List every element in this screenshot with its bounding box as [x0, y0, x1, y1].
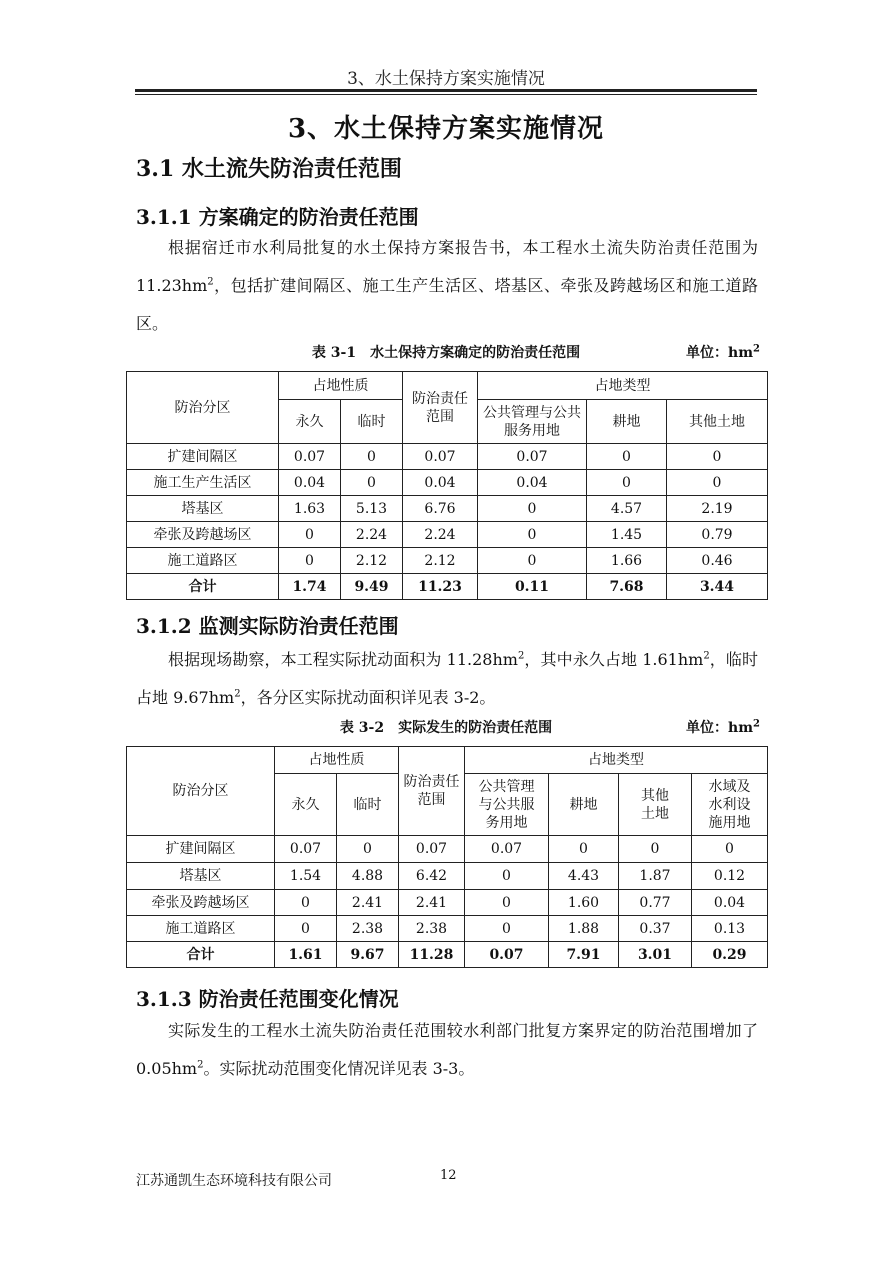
table-3-1 — [126, 371, 768, 600]
cell-value: 0 — [465, 863, 549, 890]
cell-value: 0.46 — [667, 548, 768, 574]
cell-value: 0.07 — [403, 444, 478, 470]
cell-zone: 合计 — [127, 942, 275, 968]
cell-value: 3.01 — [619, 942, 692, 968]
cell-value: 1.60 — [549, 890, 619, 916]
cell-zone: 牵张及跨越场区 — [127, 890, 275, 916]
cell-value: 0 — [275, 916, 337, 942]
cell-value: 0 — [341, 444, 403, 470]
table-row — [127, 496, 768, 522]
cell-value: 0.37 — [619, 916, 692, 942]
header-public-land — [465, 774, 549, 836]
para-text: 根据现场勘察，本工程实际扰动面积为 11.28hm — [168, 650, 518, 669]
cell-value: 0.79 — [667, 522, 768, 548]
header-scope — [399, 747, 465, 836]
section-3-1-3-heading: 3.1.3 防治责任范围变化情况 — [136, 987, 399, 1011]
table-row — [127, 522, 768, 548]
header-other-land: 其他土地 — [667, 400, 768, 444]
cell-value: 0.12 — [692, 863, 768, 890]
cell-value: 2.24 — [403, 522, 478, 548]
header-farmland: 耕地 — [549, 774, 619, 836]
header-zone: 防治分区 — [127, 372, 279, 444]
header-permanent: 永久 — [275, 774, 337, 836]
header-land-nature: 占地性质 — [275, 747, 399, 774]
superscript: 2 — [703, 650, 710, 662]
header-scope-text: 防治责任范围 — [403, 774, 460, 808]
running-header: 3、水土保持方案实施情况 — [347, 69, 545, 89]
para-text: ，其中永久占地 1.61hm — [524, 650, 704, 669]
header-scope — [403, 372, 478, 444]
cell-value: 1.87 — [619, 863, 692, 890]
table-row — [127, 863, 768, 890]
cell-zone: 塔基区 — [127, 863, 275, 890]
cell-value: 2.38 — [399, 916, 465, 942]
cell-value: 0 — [667, 470, 768, 496]
cell-zone: 施工道路区 — [127, 916, 275, 942]
cell-value: 1.88 — [549, 916, 619, 942]
header-land-type: 占地类型 — [465, 747, 768, 774]
cell-value: 0 — [275, 890, 337, 916]
cell-value: 0 — [587, 444, 667, 470]
cell-value: 7.91 — [549, 942, 619, 968]
cell-value: 0 — [279, 548, 341, 574]
cell-zone: 施工道路区 — [127, 548, 279, 574]
para-text: 根据宿迁市水利局批复的水土保持方案报告书，本工程水土流失防治责任范围为 11.23hm — [136, 238, 758, 295]
para-text: 实际发生的工程水土流失防治责任范围较水利部门批复方案界定的防治范围增加了 0.05hm — [136, 1021, 758, 1078]
superscript: 2 — [517, 650, 525, 662]
table-3-2-caption: 表 3-2 实际发生的防治责任范围 — [339, 720, 553, 736]
section-3-1-1-heading: 3.1.1 方案确定的防治责任范围 — [136, 205, 419, 229]
cell-value: 0.29 — [692, 942, 768, 968]
para-text: ，各分区实际扰动面积详见表 3-2。 — [240, 688, 496, 707]
cell-value: 2.41 — [337, 890, 399, 916]
header-land-type: 占地类型 — [478, 372, 768, 400]
page-number: 12 — [440, 1168, 457, 1183]
cell-value: 0.04 — [403, 470, 478, 496]
cell-value: 0 — [337, 836, 399, 863]
table-row — [127, 890, 768, 916]
cell-value: 0.04 — [279, 470, 341, 496]
cell-value: 2.12 — [341, 548, 403, 574]
cell-value: 0.07 — [465, 836, 549, 863]
cell-value: 2.41 — [399, 890, 465, 916]
cell-value: 4.43 — [549, 863, 619, 890]
header-water-land — [692, 774, 768, 836]
section-3-1-1-paragraph — [136, 229, 758, 343]
cell-value: 1.54 — [275, 863, 337, 890]
header-rule-thin — [135, 94, 757, 95]
superscript: 2 — [753, 343, 760, 355]
cell-value: 0.07 — [478, 444, 587, 470]
header-permanent: 永久 — [279, 400, 341, 444]
header-other-land-text: 其他土地 — [641, 787, 669, 822]
cell-value: 1.45 — [587, 522, 667, 548]
cell-zone: 合计 — [127, 574, 279, 600]
cell-value: 11.23 — [403, 574, 478, 600]
unit-text: 单位：hm — [686, 720, 754, 736]
cell-value: 0.07 — [465, 942, 549, 968]
table-3-2-unit — [686, 717, 760, 737]
cell-value: 9.67 — [337, 942, 399, 968]
cell-value: 1.63 — [279, 496, 341, 522]
table-total-row — [127, 942, 768, 968]
cell-value: 0 — [667, 444, 768, 470]
header-farmland: 耕地 — [587, 400, 667, 444]
section-3-1-2-heading: 3.1.2 监测实际防治责任范围 — [136, 614, 399, 638]
cell-value: 0 — [587, 470, 667, 496]
section-3-1-2-paragraph — [136, 641, 758, 717]
table-total-row — [127, 574, 768, 600]
cell-value: 0 — [478, 522, 587, 548]
cell-value: 0 — [692, 836, 768, 863]
cell-value: 2.38 — [337, 916, 399, 942]
header-land-nature: 占地性质 — [279, 372, 403, 400]
section-3-1-heading: 3.1 水土流失防治责任范围 — [136, 156, 402, 182]
cell-value: 1.61 — [275, 942, 337, 968]
header-water-land-text: 水域及水利设施用地 — [708, 778, 751, 831]
cell-value: 0.77 — [619, 890, 692, 916]
footer-company: 江苏通凯生态环境科技有限公司 — [136, 1173, 332, 1189]
cell-value: 0 — [279, 522, 341, 548]
cell-value: 0.13 — [692, 916, 768, 942]
header-temporary: 临时 — [341, 400, 403, 444]
table-3-1-unit — [686, 342, 760, 362]
cell-zone: 牵张及跨越场区 — [127, 522, 279, 548]
header-zone: 防治分区 — [127, 747, 275, 836]
cell-value: 2.19 — [667, 496, 768, 522]
table-3-1-caption: 表 3-1 水土保持方案确定的防治责任范围 — [311, 345, 581, 361]
cell-value: 0.07 — [279, 444, 341, 470]
cell-zone: 施工生产生活区 — [127, 470, 279, 496]
chapter-title: 3、水土保持方案实施情况 — [287, 114, 605, 144]
table-3-2 — [126, 746, 768, 968]
cell-value: 5.13 — [341, 496, 403, 522]
superscript: 2 — [234, 688, 241, 700]
cell-value: 0 — [478, 548, 587, 574]
cell-value: 4.88 — [337, 863, 399, 890]
cell-value: 6.42 — [399, 863, 465, 890]
cell-value: 1.66 — [587, 548, 667, 574]
cell-value: 3.44 — [667, 574, 768, 600]
para-text: ，包括扩建间隔区、施工生产生活区、塔基区、牵张及跨越场区和施工道路区。 — [136, 276, 758, 333]
cell-value: 0.07 — [399, 836, 465, 863]
table-row — [127, 916, 768, 942]
cell-value: 6.76 — [403, 496, 478, 522]
cell-value: 0 — [341, 470, 403, 496]
cell-zone: 扩建间隔区 — [127, 444, 279, 470]
cell-value: 2.12 — [403, 548, 478, 574]
cell-value: 0.11 — [478, 574, 587, 600]
cell-value: 7.68 — [587, 574, 667, 600]
header-public-land-text: 公共管理与公共服务用地 — [483, 404, 581, 439]
cell-zone: 扩建间隔区 — [127, 836, 275, 863]
header-other-land — [619, 774, 692, 836]
cell-value: 0 — [465, 916, 549, 942]
table-row — [127, 470, 768, 496]
header-scope-text: 防治责任范围 — [412, 390, 468, 425]
section-3-1-3-paragraph — [136, 1012, 758, 1088]
para-text: ，临时占地 9.67hm — [136, 650, 758, 707]
para-text: 。实际扰动范围变化情况详见表 3-3。 — [203, 1059, 475, 1078]
cell-value: 0.04 — [692, 890, 768, 916]
header-public-land — [478, 400, 587, 444]
cell-value: 0 — [619, 836, 692, 863]
unit-text: 单位：hm — [686, 345, 754, 361]
cell-value: 11.28 — [399, 942, 465, 968]
cell-value: 1.74 — [279, 574, 341, 600]
cell-value: 0.07 — [275, 836, 337, 863]
header-public-land-text: 公共管理与公共服务用地 — [478, 778, 535, 831]
cell-value: 4.57 — [587, 496, 667, 522]
superscript: 2 — [207, 276, 214, 288]
superscript: 2 — [197, 1059, 204, 1071]
cell-zone: 塔基区 — [127, 496, 279, 522]
table-row — [127, 836, 768, 863]
superscript: 2 — [753, 718, 760, 730]
cell-value: 0 — [478, 496, 587, 522]
cell-value: 0 — [549, 836, 619, 863]
cell-value: 9.49 — [341, 574, 403, 600]
cell-value: 0 — [465, 890, 549, 916]
cell-value: 2.24 — [341, 522, 403, 548]
header-temporary: 临时 — [337, 774, 399, 836]
table-row — [127, 548, 768, 574]
header-rule-thick — [135, 89, 757, 92]
cell-value: 0.04 — [478, 470, 587, 496]
table-row — [127, 444, 768, 470]
